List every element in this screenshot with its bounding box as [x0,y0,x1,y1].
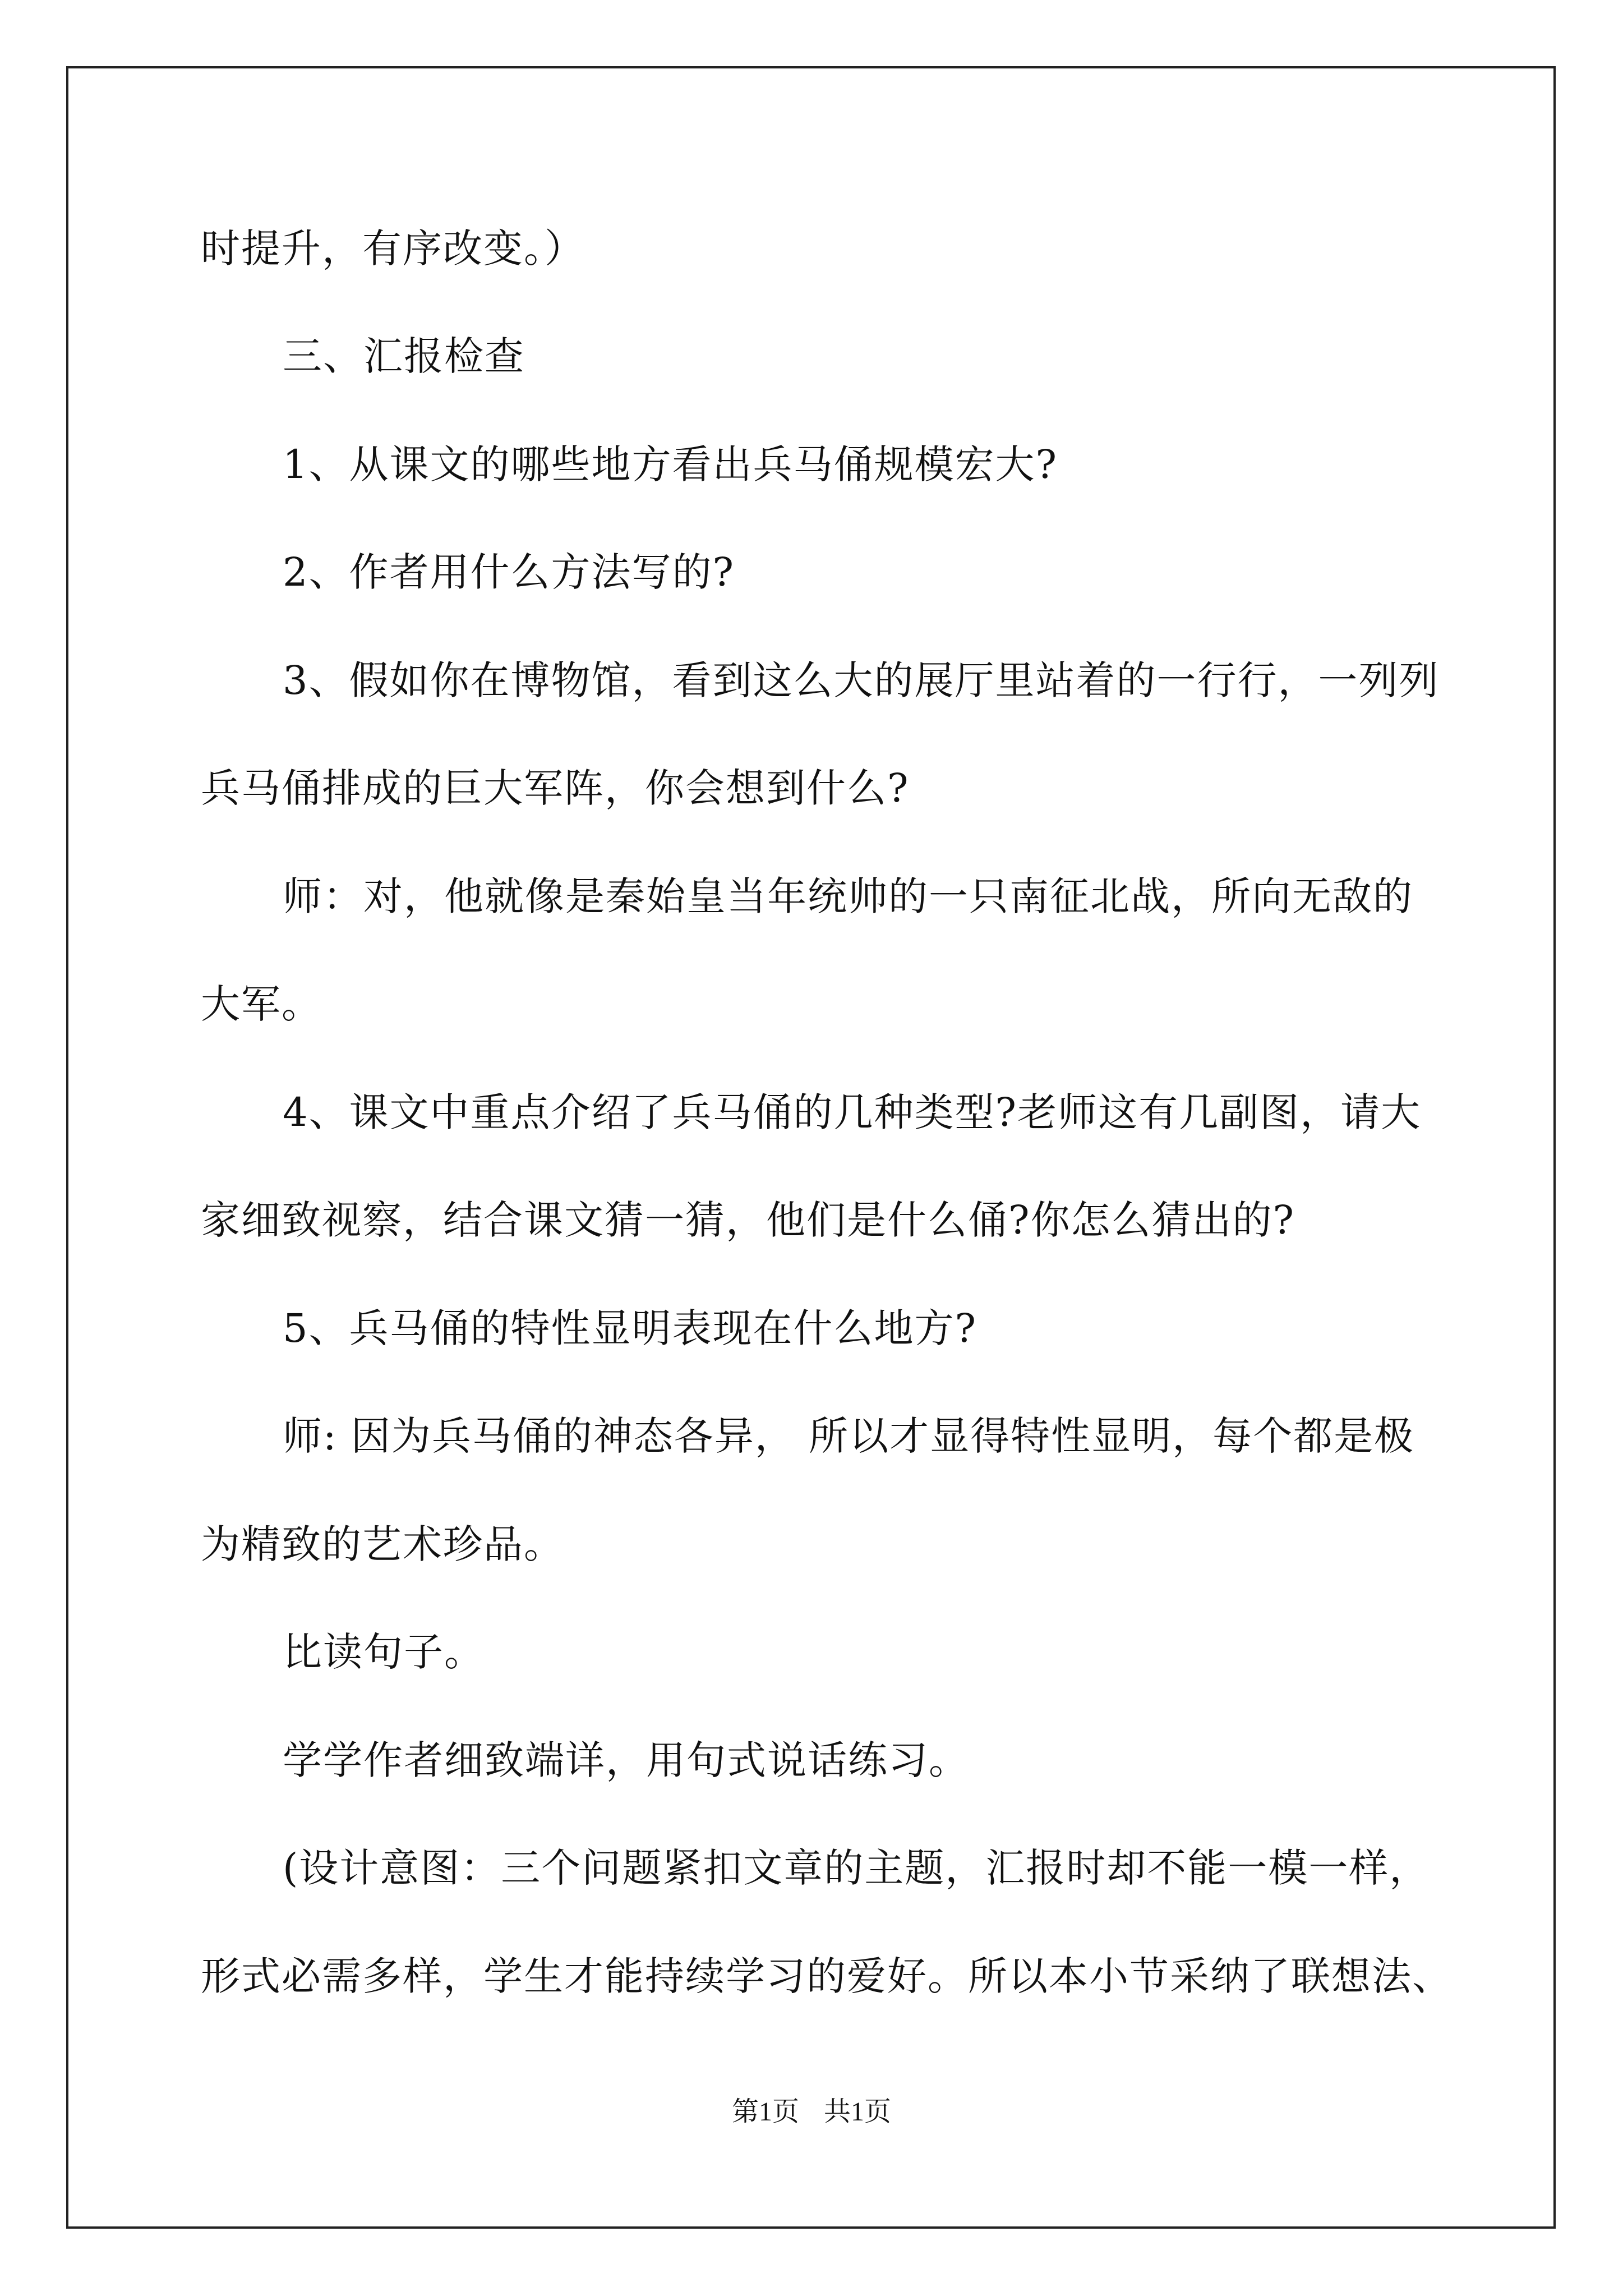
page-footer [0,2095,1623,2129]
question-2: 2、作者用什么方法写的? [283,549,735,595]
question-5: 5、兵马俑的特性显明表现在什么地方? [283,1305,978,1351]
paragraph-line: 形式必需多样，学生才能持续学习的爱好。所以本小节采纳了联想法、 [201,1953,1453,1999]
paragraph-line: 比读句子。 [283,1629,485,1675]
question-3: 3、假如你在博物馆，看到这么大的展厅里站着的一行行，一列列 [283,657,1440,703]
paragraph-line: 时提升，有序改变。） [201,226,585,272]
page-total: 共1页 [824,2097,892,2127]
paragraph-line: 大军。 [201,981,322,1027]
teacher-remark: 师: 因为兵马俑的神态各异， 所以才显得特性显明，每个都是极 [283,1413,1415,1459]
section-heading: 三、汇报检查 [283,333,525,379]
teacher-remark: 师：对，他就像是秦始皇当年统帅的一只南征北战，所向无敌的 [283,873,1413,919]
question-4: 4、课文中重点介绍了兵马俑的几种类型?老师这有几副图，请大 [283,1089,1422,1135]
design-intent: (设计意图：三个问题紧扣文章的主题，汇报时却不能一模一样， [283,1845,1430,1891]
page-number: 第1页 [731,2097,799,2127]
question-1: 1、从课文的哪些地方看出兵马俑规模宏大? [283,441,1058,487]
page-border [66,66,1556,2229]
paragraph-line: 兵马俑排成的巨大军阵，你会想到什么? [201,765,910,811]
paragraph-line: 家细致视察，结合课文猜一猜，他们是什么俑?你怎么猜出的? [201,1197,1295,1243]
paragraph-line: 为精致的艺术珍品。 [201,1521,564,1567]
paragraph-line: 学学作者细致端详，用句式说话练习。 [283,1737,969,1783]
